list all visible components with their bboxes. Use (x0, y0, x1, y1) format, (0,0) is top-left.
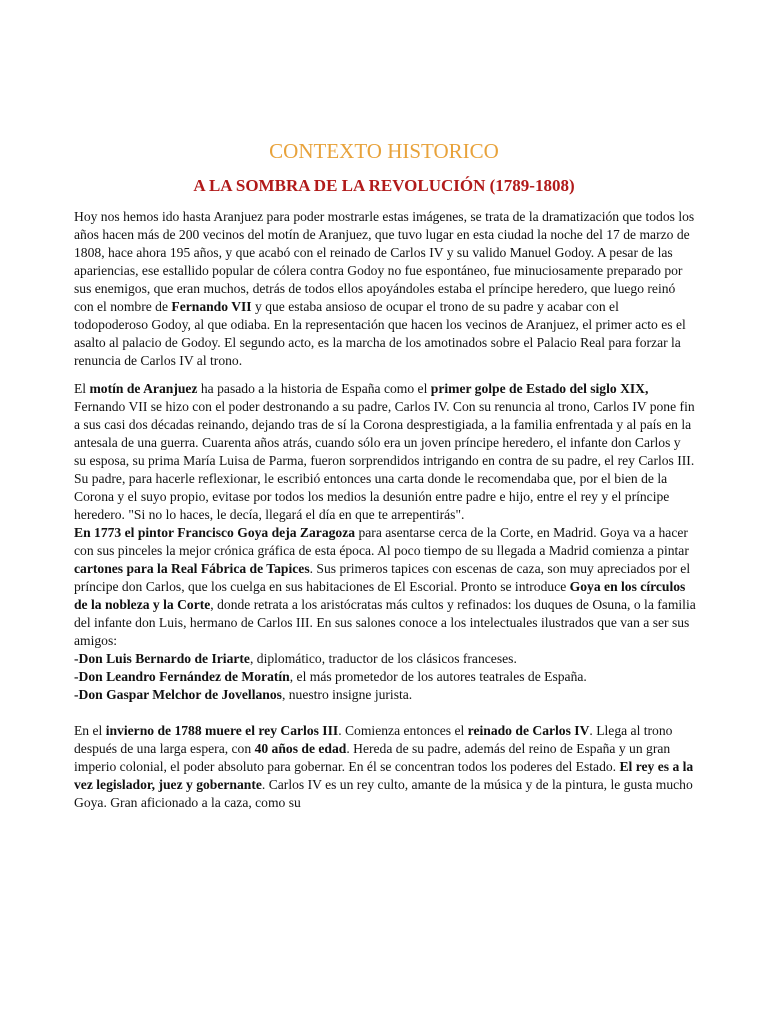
list-item-iriarte (74, 650, 696, 668)
paragraph-intro (74, 208, 696, 370)
document-title: CONTEXTO HISTORICO (269, 139, 499, 163)
document-subtitle: A LA SOMBRA DE LA REVOLUCIÓN (1789-1808) (193, 176, 575, 195)
bold-run: El rey es a la vez legislador, juez y gobernante (74, 759, 694, 792)
text-run: En el (74, 723, 106, 738)
text-run: para asentarse cerca de la Corte, en Madrid. Goya va a hacer con sus pinceles la mejor crónica gráfica de esta época. Al poco tiempo de su llegada a Madrid comienza a pintar (74, 525, 689, 558)
text-run: ha pasado a la historia de España como el (197, 381, 431, 396)
bold-run: Goya en los círculos de la nobleza y la Corte (74, 579, 686, 612)
bold-run: Fernando VII (171, 299, 252, 314)
friend-name: -Don Luis Bernardo de Iriarte (74, 651, 250, 666)
friend-desc: , diplomático, traductor de los clásicos franceses. (249, 651, 517, 666)
text-run: , donde retrata a los aristócratas más cultos y refinados: los duques de Osuna, o la familia del infante don Luis, hermano de Carlos III. En sus salones conoce a los intelectuales ilustrados que van a ser sus amigos: (74, 597, 696, 648)
friend-name: -Don Gaspar Melchor de Jovellanos (74, 687, 282, 702)
bold-run: motín de Aranjuez (89, 381, 198, 396)
bold-run: cartones para la Real Fábrica de Tapices (74, 561, 310, 576)
text-run: Fernando VII se hizo con el poder destronando a su padre, Carlos IV. Con su renuncia al trono, Carlos IV pone fin a sus casi dos décadas reinando, dejando tras de sí la Corona desprestigiada, a la familia enfrentada y al país en la antesala de una guerra. Cuarenta años atrás, cuando sólo era un joven príncipe heredero, el infante don Carlos y su esposa, su prima María Luisa de Parma, fueron sorprendidos intrigando en contra de su padre, el rey Carlos III. Su padre, para hacerle reflexionar, le escribió entonces una carta donde le recomendaba que, por el bien de la Corona y el suyo propio, evitase por todos los medios la desunión entre padre e hijo, entre el rey y el príncipe heredero. "Si no lo haces, le decía, llegará el día en que te arrepentirás". (74, 399, 695, 522)
bold-run: 40 años de edad (254, 741, 347, 756)
text-run: Hoy nos hemos ido hasta Aranjuez para poder mostrarle estas imágenes, se trata de la dramatización que todos los años hacen más de 200 vecinos del motín de Aranjuez, que tuvo lugar en esta ciudad la noche del 17 de marzo de 1808, hace ahora 195 años, y que acabó con el reinado de Carlos IV y su valido Manuel Godoy. A pesar de las apariencias, ese estallido popular de cólera contra Godoy no fue espontáneo, fue minuciosamente preparado por sus enemigos, que eran muchos, detrás de todos ellos apoyándoles estaba el príncipe heredero, que luego reinó con el nombre de (74, 209, 695, 314)
paragraph-motin (74, 380, 696, 524)
text-run: y que estaba ansioso de ocupar el trono de su padre y acabar con el todopoderoso Godoy, al que odiaba. En la representación que hacen los vecinos de Aranjuez, el primer acto es el asalto al palacio de Godoy. El segundo acto, es la marcha de los amotinados sobre el Palacio Real para forzar la renuncia de Carlos IV al trono. (74, 299, 686, 368)
text-run: . Sus primeros tapices con escenas de caza, son muy apreciados por el príncipe don Carlos, que los cuelga en sus habitaciones de El Escorial. Pronto se introduce (74, 561, 691, 594)
text-run: . Carlos IV es un rey culto, amante de la música y de la pintura, le gusta mucho Goya. Gran aficionado a la caza, como su (74, 777, 693, 810)
text-run: . Comienza entonces el (338, 723, 468, 738)
friend-desc: , el más prometedor de los autores teatrales de España. (289, 669, 587, 684)
bold-run: reinado de Carlos IV (467, 723, 590, 738)
bold-run: primer golpe de Estado del siglo XIX, (430, 381, 649, 396)
document-body (74, 208, 696, 812)
list-item-moratin (74, 668, 696, 686)
paragraph-carlos-iv (74, 722, 696, 812)
friend-desc: , nuestro insigne jurista. (281, 687, 413, 702)
paragraph-goya (74, 524, 696, 650)
bold-run: invierno de 1788 muere el rey Carlos III (105, 723, 339, 738)
text-run: . Hereda de su padre, además del reino de España y un gran imperio colonial, el poder absoluto para gobernar. En él se concentran todos los poderes del Estado. (74, 741, 671, 774)
list-item-jovellanos (74, 686, 696, 704)
text-run: . Llega al trono después de una larga espera, con (74, 723, 673, 756)
bold-run: En 1773 el pintor Francisco Goya deja Zaragoza (74, 525, 356, 540)
friend-name: -Don Leandro Fernández de Moratín (74, 669, 290, 684)
text-run: El (74, 381, 90, 396)
